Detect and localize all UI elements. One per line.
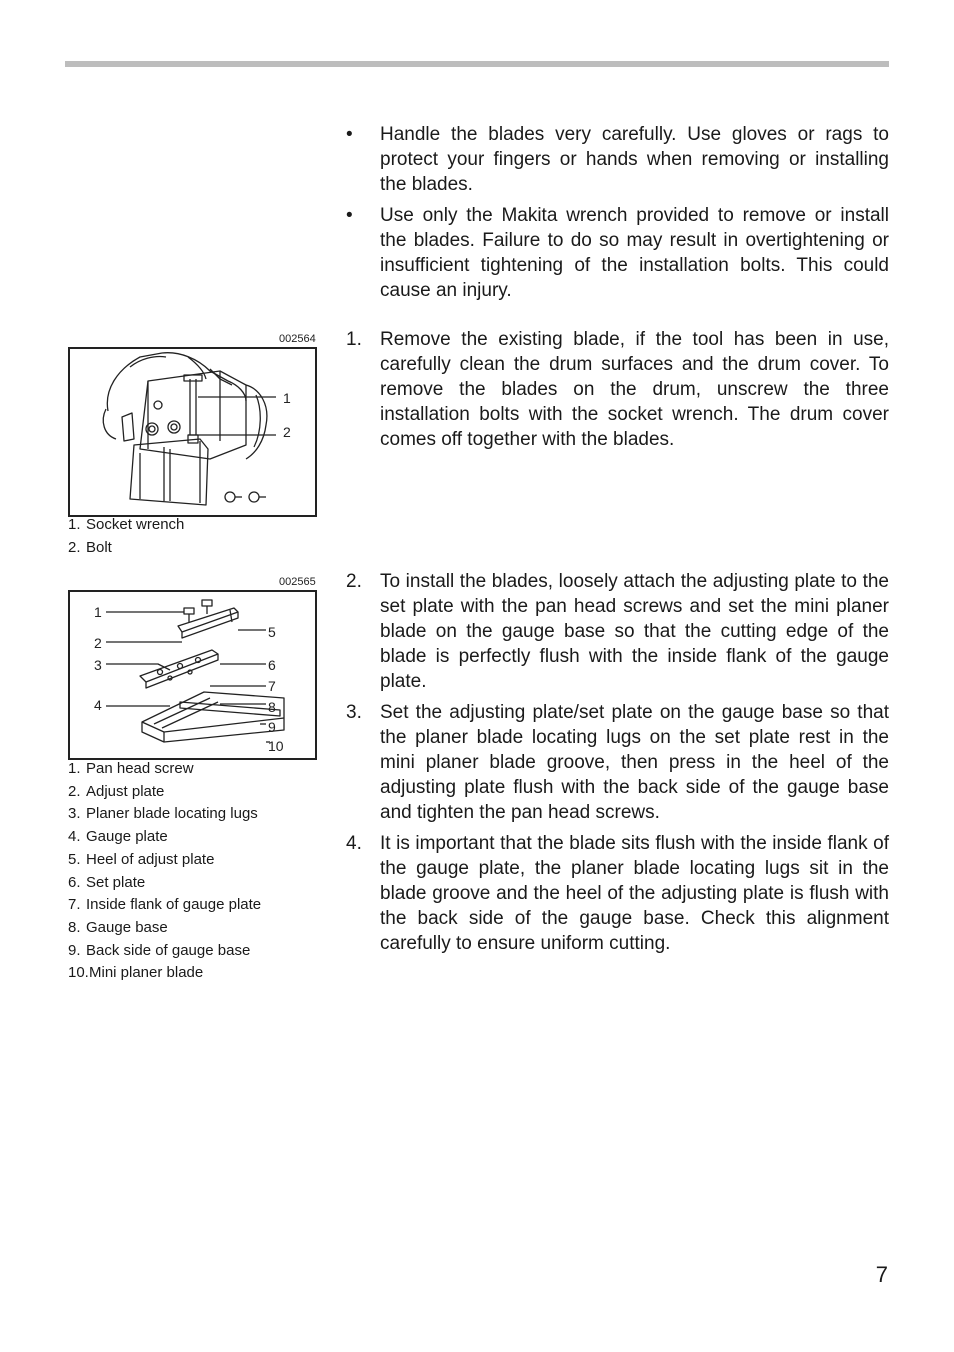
bullet-text: Handle the blades very carefully. Use gloves or rags to protect your fingers or hands when removing or installing the blades. xyxy=(380,124,889,195)
legend-item xyxy=(68,537,184,560)
step-4 xyxy=(346,831,889,956)
page-number: 7 xyxy=(875,1262,888,1287)
figure-2-callout-8: 8 xyxy=(268,699,276,715)
legend-label: Inside flank of gauge plate xyxy=(86,896,262,914)
legend-number: 1. xyxy=(68,516,81,533)
socket-wrench-drawing xyxy=(70,349,315,515)
figure-1-illustration xyxy=(68,347,317,517)
legend-item xyxy=(68,514,184,537)
step-text: Remove the existing blade, if the tool has been in use, carefully clean the drum surfaces and the drum cover. To remove the blades on the drum, unscrew the three installation bolts with the socket wrench. The drum cover comes off together with the blades. xyxy=(380,329,889,450)
step-number: 4. xyxy=(346,833,362,854)
legend-number: 1. xyxy=(68,760,81,777)
figure-2-illustration xyxy=(68,590,317,760)
figure-2-callout-7: 7 xyxy=(268,678,276,694)
step-3 xyxy=(346,700,889,825)
figure-2-callout-9: 9 xyxy=(268,719,276,735)
legend-label: Back side of gauge base xyxy=(86,941,251,959)
step-number: 2. xyxy=(346,571,362,592)
step-number: 3. xyxy=(346,702,362,723)
figure-2-code: 002565 xyxy=(279,576,316,588)
step-2 xyxy=(346,569,889,694)
legend-number: 2. xyxy=(68,782,81,800)
figure-2-legend xyxy=(68,758,261,985)
legend-label: Gauge base xyxy=(86,918,168,936)
legend-item xyxy=(68,849,261,872)
steps-list xyxy=(346,569,889,962)
legend-item xyxy=(68,894,261,917)
figure-1-callout-1: 1 xyxy=(283,390,291,406)
safety-bullet-list xyxy=(346,122,889,309)
step-number: 1. xyxy=(346,329,362,350)
legend-item xyxy=(68,962,261,985)
figure-2-callout-5: 5 xyxy=(268,624,276,640)
figure-2-callout-6: 6 xyxy=(268,657,276,673)
legend-label: Planer blade locating lugs xyxy=(86,805,258,823)
figure-1-legend xyxy=(68,514,184,559)
step-text: It is important that the blade sits flush with the inside flank of the gauge plate, the planer blade locating lugs sit in the blade groove and the heel of the adjusting plate is flush with the back side of the gauge base. Check this alignment carefully to ensure uniform cutting. xyxy=(380,833,889,954)
legend-item xyxy=(68,940,261,963)
figure-2-callout-4: 4 xyxy=(94,697,102,713)
legend-number: 6. xyxy=(68,873,81,891)
legend-label: Adjust plate xyxy=(86,782,165,800)
legend-label: Pan head screw xyxy=(86,760,194,777)
bullet-symbol: • xyxy=(346,205,353,226)
legend-item xyxy=(68,781,261,804)
legend-number: 7. xyxy=(68,896,81,914)
header-rule xyxy=(65,61,889,67)
gauge-assembly-drawing xyxy=(70,592,315,758)
bullet-symbol: • xyxy=(346,124,353,145)
legend-label: Gauge plate xyxy=(86,828,168,846)
step-text: To install the blades, loosely attach the adjusting plate to the set plate with the pan head screws and set the mini planer blade on the gauge base so that the cutting edge of the blade is perfectly flush with the inside flank of the gauge plate. xyxy=(380,571,889,692)
legend-number: 9. xyxy=(68,941,81,959)
legend-label: Set plate xyxy=(86,873,146,891)
figure-1-code: 002564 xyxy=(279,333,316,345)
legend-item xyxy=(68,758,261,781)
legend-item xyxy=(68,826,261,849)
bullet-text: Use only the Makita wrench provided to remove or install the blades. Failure to do so may result in overtightening or insufficient tightening of the installation bolts. This could cause an injury. xyxy=(380,205,889,301)
legend-label: Bolt xyxy=(86,538,112,556)
figure-2-callout-3: 3 xyxy=(94,657,102,673)
legend-number: 4. xyxy=(68,828,81,846)
figure-2-callout-10: 10 xyxy=(268,738,284,754)
legend-label: Socket wrench xyxy=(86,516,185,533)
figure-1-callout-2: 2 xyxy=(283,424,291,440)
bullet-item xyxy=(346,122,889,197)
legend-number: 3. xyxy=(68,805,81,823)
step-1 xyxy=(346,327,889,452)
legend-number: 5. xyxy=(68,850,81,868)
legend-item xyxy=(68,803,261,826)
legend-number: 2. xyxy=(68,538,81,556)
figure-2-callout-1: 1 xyxy=(94,604,102,620)
legend-number: 10. xyxy=(68,964,89,982)
legend-label: Heel of adjust plate xyxy=(86,850,215,868)
legend-number: 8. xyxy=(68,918,81,936)
figure-2-callout-2: 2 xyxy=(94,635,102,651)
legend-item xyxy=(68,917,261,940)
legend-label: Mini planer blade xyxy=(89,964,204,982)
bullet-item xyxy=(346,203,889,303)
step-text: Set the adjusting plate/set plate on the gauge base so that the planer blade locating lugs on the set plate rest in the mini planer blade groove, then press in the heel of the adjusting plate flush with the back side of the gauge base and tighten the pan head screws. xyxy=(380,702,889,823)
legend-item xyxy=(68,872,261,895)
